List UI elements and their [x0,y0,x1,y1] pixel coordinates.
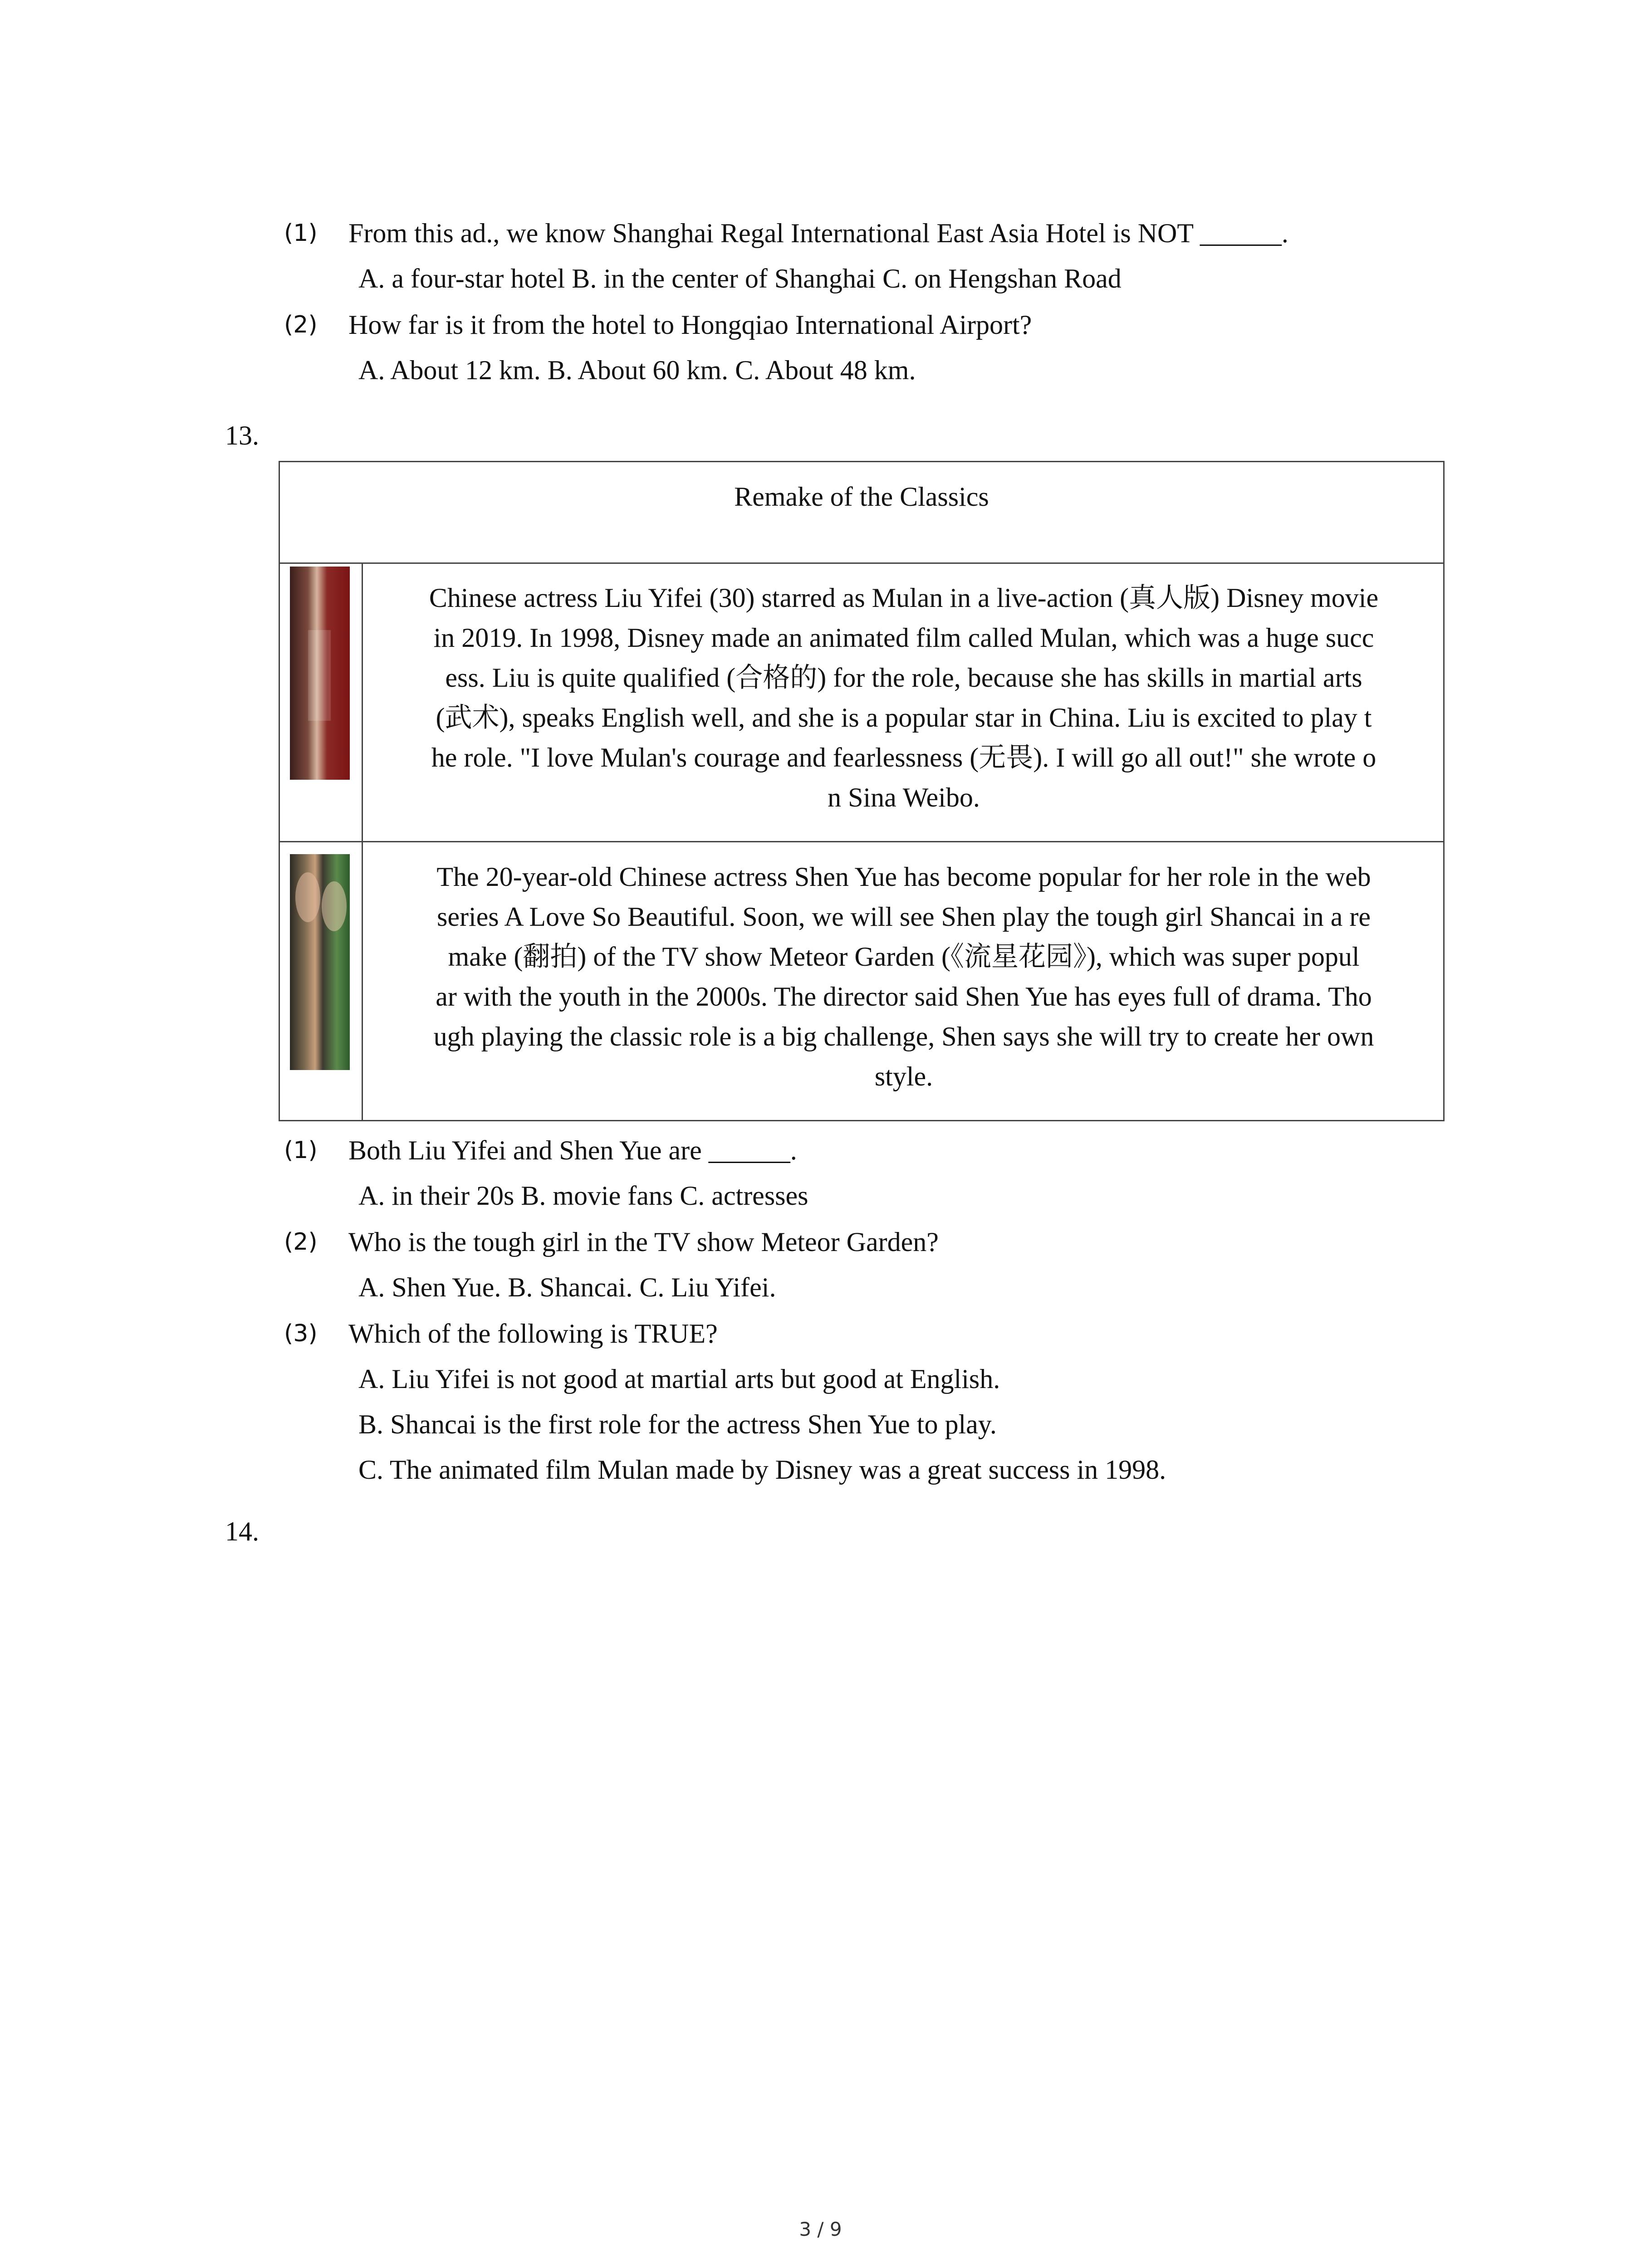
shen-yue-line: ar with the youth in the 2000s. The director said Shen Yue has eyes full of drama. Tho [436,982,1372,1012]
liu-yifei-line: ess. Liu is quite qualified (合格的) for the role, because she has skills in martial arts [445,663,1362,693]
q13-sub1-options: A. in their 20s B. movie fans C. actresses [358,1181,808,1211]
liu-yifei-line: in 2019. In 1998, Disney made an animated film called Mulan, which was a huge succ [433,623,1374,653]
liu-yifei-line: Chinese actress Liu Yifei (30) starred as Mulan in a live-action (真人版) Disney movie [429,583,1379,613]
q12-sub2-options: A. About 12 km. B. About 60 km. C. About 48 km. [358,355,916,385]
q12-sub2-question: How far is it from the hotel to Hongqiao International Airport? [348,310,1032,340]
table-divider [280,562,1443,564]
shen-yue-line: The 20-year-old Chinese actress Shen Yue has become popular for her role in the web [436,862,1371,892]
q12-sub1-question: From this ad., we know Shanghai Regal International East Asia Hotel is NOT ______. [348,218,1288,248]
q12-sub2-number: (2) [284,311,318,338]
shen-yue-line: series A Love So Beautiful. Soon, we will see Shen play the tough girl Shancai in a re [437,902,1371,932]
mulan-poster-image [290,567,350,780]
liu-yifei-line: n Sina Weibo. [828,782,980,812]
shen-yue-line: ugh playing the classic role is a big challenge, Shen says she will try to create her own [433,1022,1374,1051]
table-divider [280,841,1443,842]
q12-sub1-number: (1) [284,220,318,247]
page-number: 3 / 9 [799,2218,842,2240]
shen-yue-line: make (翻拍) of the TV show Meteor Garden (《流星花园》), which was super popul [448,942,1360,972]
table-column-divider [362,562,363,1120]
q13-sub3-option-b: B. Shancai is the first role for the actress Shen Yue to play. [358,1409,997,1439]
question-14-number: 14. [225,1516,259,1546]
table-title: Remake of the Classics [734,482,989,512]
q13-sub2-number: (2) [284,1228,318,1256]
liu-yifei-paragraph [371,578,1437,817]
question-13-number: 13. [225,420,259,450]
liu-yifei-line: he role. "I love Mulan's courage and fearlessness (无畏). I will go all out!" she wrote o [431,743,1376,772]
liu-yifei-line: (武术), speaks English well, and she is a popular star in China. Liu is excited to play t [436,703,1372,733]
q13-sub3-question: Which of the following is TRUE? [348,1319,718,1349]
shen-yue-paragraph [371,857,1437,1096]
q13-sub2-options: A. Shen Yue. B. Shancai. C. Liu Yifei. [358,1272,776,1302]
shen-yue-line: style. [874,1061,933,1091]
q13-sub1-number: (1) [284,1137,318,1164]
q13-sub3-number: (3) [284,1320,318,1347]
meteor-garden-photo-image [290,854,350,1070]
q13-sub1-question: Both Liu Yifei and Shen Yue are ______. [348,1135,797,1165]
q12-sub1-options: A. a four-star hotel B. in the center of Shanghai C. on Hengshan Road [358,264,1122,293]
remake-classics-table [279,461,1445,1121]
q13-sub2-question: Who is the tough girl in the TV show Meteor Garden? [348,1227,939,1257]
q13-sub3-option-a: A. Liu Yifei is not good at martial arts but good at English. [358,1364,1000,1394]
q13-sub3-option-c: C. The animated film Mulan made by Disney was a great success in 1998. [358,1455,1166,1485]
